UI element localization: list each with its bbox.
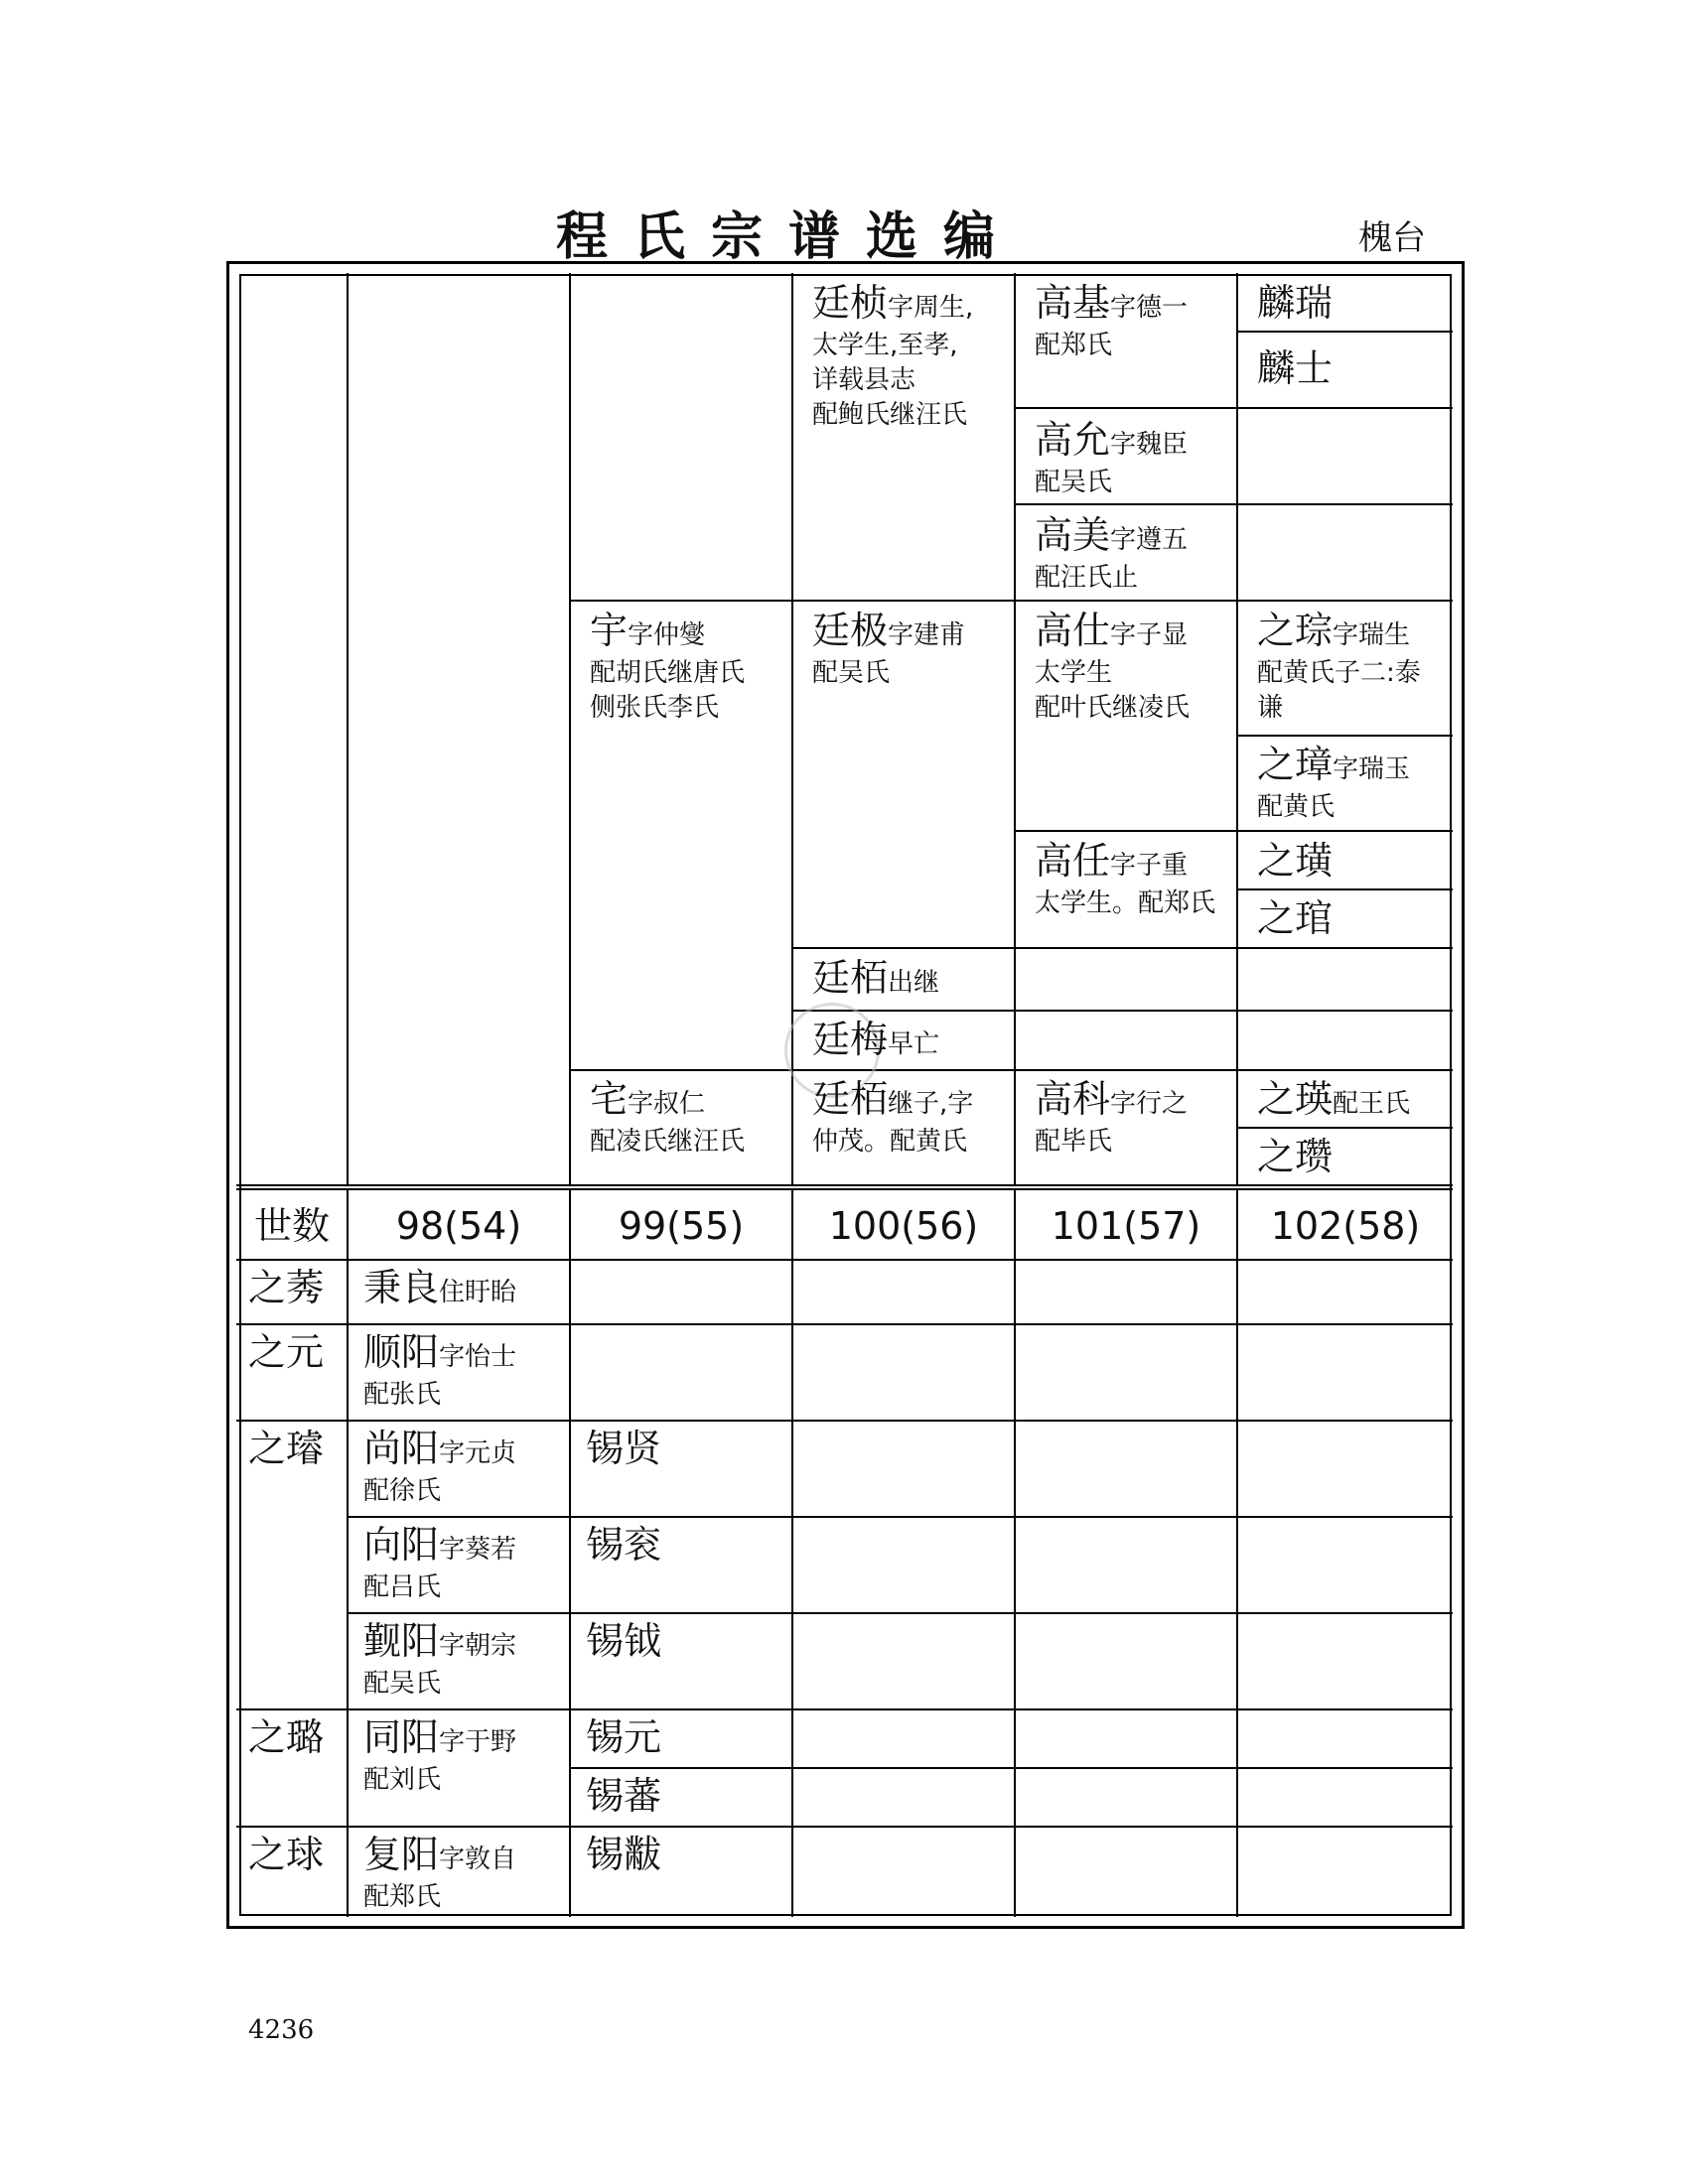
row-line (236, 1826, 1453, 1828)
entry-zhiguan: 之琯 (1257, 896, 1334, 940)
gen-header-98: 98(54) (395, 1204, 522, 1248)
row-line (347, 1612, 1453, 1614)
entry-tongyang: 同阳字于野 配刘氏 (363, 1715, 517, 1796)
row-line (1014, 407, 1453, 409)
entry-gaomei: 高美字遵五 配汪氏止 (1035, 513, 1189, 594)
gen-header-100: 100(56) (828, 1204, 979, 1248)
entry-zhizhang: 之璋字瑞玉 配黄氏 (1257, 743, 1411, 823)
col-line (569, 273, 571, 1184)
entry-xixian: 锡贤 (586, 1427, 662, 1470)
col-line (347, 1190, 349, 1917)
page-number: 4236 (248, 2015, 315, 2045)
gen-header-99: 99(55) (618, 1204, 745, 1248)
col-line (1014, 1190, 1016, 1917)
row-line (1236, 888, 1453, 890)
gen-header-101: 101(57) (1051, 1204, 1201, 1248)
entry-gaoyun: 高允字魏臣 配吴氏 (1035, 418, 1189, 498)
entry-xiangyang: 向阳字葵若 配吕氏 (363, 1523, 517, 1603)
row-line (1236, 735, 1453, 737)
entry-shangyang: 尚阳字元贞 配徐氏 (363, 1427, 517, 1507)
root-zhixiu: 之莠 (248, 1266, 325, 1309)
entry-zhihuang: 之璜 (1257, 839, 1334, 883)
entry-xiyue: 锡钺 (586, 1619, 662, 1663)
root-zhilu: 之璐 (248, 1715, 325, 1759)
entry-zhizan: 之瓒 (1257, 1135, 1334, 1178)
section-divider (236, 1184, 1453, 1190)
row-line (1014, 830, 1453, 832)
entry-xiyuan: 锡元 (586, 1715, 662, 1759)
entry-tingzhen: 廷桢字周生, 太学生,至孝, 详载县志 配鲍氏继汪氏 (812, 281, 974, 431)
row-line (1014, 503, 1453, 505)
col-line (1014, 273, 1016, 1184)
root-zhixuan: 之璿 (248, 1427, 325, 1470)
col-line (1236, 273, 1238, 1184)
row-line (569, 1767, 1453, 1769)
row-line (791, 1010, 1453, 1012)
entry-tingji: 廷极字建甫 配吴氏 (812, 609, 966, 689)
entry-bingliang: 秉良住盱眙 (363, 1266, 517, 1309)
entry-tingbai: 廷栢出继 (812, 956, 940, 1000)
row-line (236, 1323, 1453, 1325)
entry-shunyang: 顺阳字怡士 配张氏 (363, 1330, 517, 1411)
row-line (1236, 331, 1453, 333)
row-line (347, 1516, 1453, 1518)
entry-fuyang: 复阳字敦自 配郑氏 (363, 1833, 517, 1913)
row-line (791, 947, 1453, 949)
col-line (791, 1190, 793, 1917)
page-title: 程氏宗谱选编 (556, 207, 1022, 267)
entry-zhicong: 之琮字瑞生 配黄氏子二:泰 谦 (1257, 609, 1421, 724)
root-zhiyuan: 之元 (248, 1330, 325, 1374)
row-line (236, 1420, 1453, 1422)
entry-xifu: 锡黻 (586, 1833, 662, 1876)
col-line (347, 273, 349, 1184)
col-line (1236, 1190, 1238, 1917)
row-line (569, 600, 1453, 602)
row-line (1236, 1127, 1453, 1129)
entry-zhai: 宅字叔仁 配凌氏继汪氏 (590, 1077, 746, 1158)
entry-tingbai-heir: 廷栢继子,字 仲茂。配黄氏 (812, 1077, 974, 1158)
root-zhiqiu: 之球 (248, 1833, 325, 1876)
gen-header-102: 102(58) (1270, 1204, 1421, 1248)
gen-header-label: 世数 (253, 1204, 330, 1248)
entry-zhiying: 之瑛配王氏 (1257, 1077, 1411, 1121)
entry-jinyang: 觐阳字朝宗 配吴氏 (363, 1619, 517, 1700)
row-line (236, 1708, 1453, 1710)
entry-tingmei: 廷梅早亡 (812, 1018, 940, 1061)
row-line (569, 1069, 1453, 1071)
entry-gaoke: 高科字行之 配毕氏 (1035, 1077, 1189, 1158)
row-line (236, 1259, 1453, 1261)
entry-xifan: 锡蕃 (586, 1774, 662, 1818)
col-line (569, 1190, 571, 1917)
entry-linrui: 麟瑞 (1257, 281, 1334, 325)
entry-yu: 宇字仲燮 配胡氏继唐氏 侧张氏李氏 (590, 609, 746, 724)
place-label: 槐台 (1358, 218, 1426, 258)
entry-gaoshi: 高仕字子显 太学生 配叶氏继凌氏 (1035, 609, 1191, 724)
entry-linshi: 麟士 (1257, 346, 1334, 390)
entry-gaoji: 高基字德一 配郑氏 (1035, 281, 1189, 361)
entry-gaoren: 高任字子重 太学生。配郑氏 (1035, 839, 1216, 919)
entry-xigun: 锡衮 (586, 1523, 662, 1567)
